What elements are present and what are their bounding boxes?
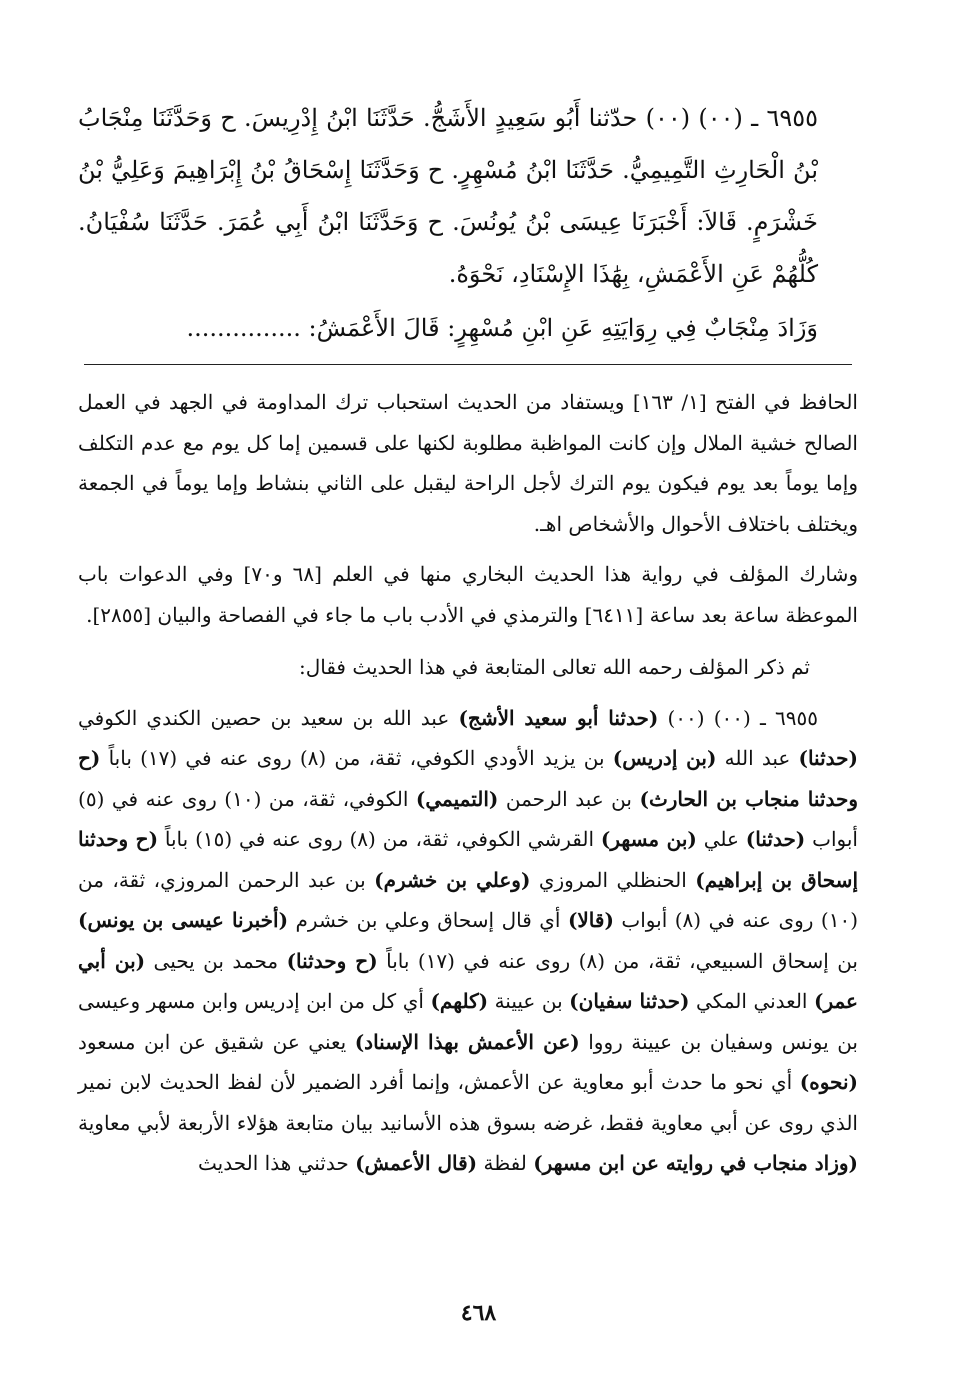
commentary-block <box>78 382 858 1184</box>
sharh-text: بن عبد الرحمن المروزي، ثقة، من (١٠) روى عنه في (٨) أبواب <box>78 867 859 932</box>
sharh-quoted-phrase: (قال الأعمش) <box>355 1151 478 1175</box>
sharh-text: حدثني هذا الحديث <box>198 1151 356 1175</box>
hadith-text-block <box>78 92 818 354</box>
sharh-quoted-phrase: (ح وحدثنا منجاب بن الحارث) <box>78 746 859 811</box>
sharh-quoted-phrase: (حدثنا) <box>798 746 858 770</box>
sharh-quoted-phrase: (حدثنا أبو سعيد الأشج) <box>458 705 659 730</box>
sharh-text: عبد الله <box>716 746 799 770</box>
sharh-quoted-phrase: (أخبرنا عيسى بن يونس) <box>78 908 289 932</box>
sharh-text: القرشي الكوفي، ثقة، من (٨) روى عنه في (١٥) باباً <box>158 827 601 851</box>
sharh-quoted-phrase: (كلهم) <box>430 989 489 1013</box>
separator-line <box>84 364 852 365</box>
sharh-quoted-phrase: (بن إدريس) <box>612 746 717 770</box>
sharh-text: العدني المكي <box>689 989 814 1013</box>
hadith-addition: وَزَادَ مِنْجَابٌ فِي رِوَايَتِهِ عَنِ ابْنِ مُسْهِرٍ: قَالَ الأَعْمَشُ: ............... <box>186 314 818 342</box>
commentary-paragraph-sources: وشارك المؤلف في رواية هذا الحديث البخاري منها في العلم [٦٨ و٧٠] وفي الدعوات باب الموعظة ساعة بعد ساعة [٦٤١١] والترمذي في الأدب باب ما جاء في الفصاحة والبيان [٢٨٥٥]. <box>78 562 859 627</box>
sharh-text: الكوفي، ثقة، من (١٠) روى عنه في (٥) أبواب <box>78 786 858 851</box>
sharh-text: يعني عن شقيق عن ابن مسعود <box>78 1029 355 1054</box>
sharh-text: بن إسحاق السبيعي، ثقة، من (٨) روى عنه في (١٧) باباً <box>377 948 858 973</box>
hadith-isnad: ٦٩٥٥ ـ (٠٠) (٠٠) حدّثنا أَبُو سَعِيدٍ الأَشَجُّ. حَدَّثَنَا ابْنُ إِدْرِيسَ. ح وَحَدَّثَنَا مِنْجَابُ بْنُ الْحَارِثِ التَّمِيمِيُّ. حَدَّثَنَا ابْنُ مُسْهِرٍ. ح وَحَدَّثَنَا إِسْحَاقُ بْنُ إِبْرَاهِيمَ وَعَلِيُّ بْنُ خَشْرَمٍ. قَالاَ: أَخْبَرَنَا عِيسَى بْنُ يُونُسَ. ح وَحَدَّثَنَا ابْنُ أَبِي عُمَرَ. حَدَّثَنَا سُفْيَانُ. كُلُّهُمْ عَنِ الأَعْمَشِ، بِهَٰذَا الإِسْنَادِ، نَحْوَهُ. <box>78 104 819 288</box>
sharh-quoted-phrase: (نحوه) <box>799 1070 858 1094</box>
sharh-text: محمد بن يحيى <box>145 948 287 973</box>
sharh-quoted-phrase: (حدثنا سفيان) <box>569 989 690 1013</box>
sharh-text: أي قال إسحاق وعلي بن خشرم <box>288 908 568 932</box>
sharh-text: علي <box>696 827 746 851</box>
sharh-text: عبد الله بن سعيد بن حصين الكندي الكوفي <box>78 705 459 730</box>
sharh-quoted-phrase: (حدثنا) <box>745 827 806 851</box>
sharh-text: أي نحو ما حدث أبو معاوية عن الأعمش، وإنما أفرد الضمير لأن لفظ الحديث لابن نمير الذي روى عن أبي معاوية فقط، غرضه بسوق هذه الأسانيد بيان متابعة هؤلاء الأربعة لأبي معاوية <box>78 1070 858 1135</box>
sharh-quoted-phrase: (بن مسهر) <box>600 827 697 851</box>
sharh-quoted-phrase: (وعلي بن خشرم) <box>374 867 531 892</box>
commentary-sharh-paragraph <box>78 698 858 1184</box>
sharh-text: ٦٩٥٥ ـ (٠٠) (٠٠) <box>658 705 818 730</box>
sharh-text: أي كل من ابن إدريس وابن مسهر وعيسى بن يونس وسفيان بن عيينة رووا <box>78 989 858 1054</box>
page-number: ٤٦٨ <box>460 1300 497 1326</box>
commentary-paragraph-fath: الحافظ في الفتح [١/ ١٦٣] ويستفاد من الحديث استحباب ترك المداومة في الجهد في العمل الصالح خشية الملال وإن كانت المواظبة مطلوبة لكنها على قسمين إما كل يوم مع عدم التكلف وإما يوماً بعد يوم فيكون يوم الترك لأجل الراحة ليقبل على الثاني بنشاط وإما يوماً في الجمعة ويختلف باختلاف الأحوال والأشخاص اهـ. <box>78 390 858 536</box>
sharh-quoted-phrase: (التميمي) <box>415 786 499 811</box>
sharh-quoted-phrase: (قالا) <box>567 908 614 932</box>
sharh-quoted-phrase: (وزاد منجاب في روايته عن ابن مسهر) <box>533 1151 858 1175</box>
commentary-intro: ثم ذكر المؤلف رحمه الله تعالى المتابعة في هذا الحديث فقال: <box>298 655 810 679</box>
sharh-quoted-phrase: (ح وحدثنا) <box>286 948 378 973</box>
sharh-text: بن يزيد الأودي الكوفي، ثقة، من (٨) روى عنه في (١٧) باباً <box>100 746 613 770</box>
sharh-text: بن عبد الرحمن <box>498 786 640 811</box>
sharh-quoted-phrase: (بن أبي عمر) <box>78 948 858 1013</box>
sharh-text: الحنظلي المروزي <box>530 867 696 892</box>
sharh-quoted-phrase: (عن الأعمش بهذا الإسناد) <box>354 1029 580 1054</box>
sharh-quoted-phrase: (ح وحدثنا إسحاق بن إبراهيم) <box>78 827 858 892</box>
sharh-text: بن عيينة <box>488 989 570 1013</box>
sharh-text: لفظة <box>477 1151 534 1175</box>
